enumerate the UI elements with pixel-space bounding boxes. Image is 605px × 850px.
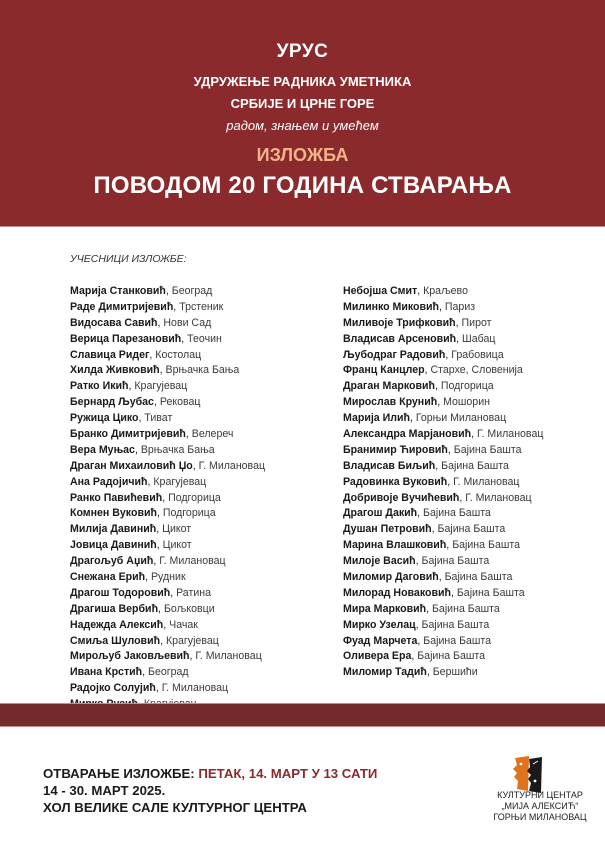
participant-name: Миломир Тадић	[343, 666, 427, 679]
separator: ,	[160, 634, 166, 647]
participant-city: Цикот	[162, 539, 192, 552]
participant-city: Цикот	[162, 523, 192, 536]
participant-row	[343, 379, 543, 395]
participant-name: Добривоје Вучићевић	[343, 491, 460, 504]
participant-city: Стархе, Словенија	[430, 364, 523, 377]
participant-name: Марина Влашковић	[343, 539, 447, 552]
participant-row	[343, 300, 543, 316]
participant-row	[343, 554, 543, 570]
participant-name: Милоје Васић	[343, 555, 416, 568]
separator: ,	[128, 380, 135, 393]
separator: ,	[450, 586, 457, 599]
separator: ,	[439, 300, 445, 313]
participant-row	[70, 459, 265, 475]
participant-city: Пирот	[461, 316, 492, 329]
participant-city: Подгорица	[168, 491, 221, 504]
participant-row	[70, 348, 265, 364]
participant-row	[70, 379, 265, 395]
participant-row	[343, 443, 543, 459]
participant-city: Рековац	[159, 396, 201, 409]
separator: ,	[185, 428, 192, 441]
participant-name: Ратко Икић	[70, 380, 129, 393]
participant-city: Горњи Милановац	[415, 412, 507, 425]
participant-name: Бернард Љубас	[70, 396, 154, 409]
participant-row	[70, 618, 265, 634]
participant-city: Бајина Башта	[423, 507, 491, 520]
participant-row	[343, 332, 543, 348]
separator: ,	[189, 650, 196, 663]
participant-name: Душан Петровић	[343, 523, 432, 536]
logo-line-2: „МИЈА АЛЕКСИЋ“	[501, 801, 579, 811]
participant-name: Ранко Павићевић	[70, 491, 163, 504]
participant-row	[70, 284, 265, 300]
separator: ,	[437, 396, 444, 409]
bottom-divider-bar	[0, 703, 605, 727]
participant-row	[70, 522, 265, 538]
participant-row	[70, 649, 265, 665]
participant-name: Франц Канцлер	[343, 364, 425, 377]
participant-row	[70, 475, 265, 491]
participant-row	[343, 665, 543, 681]
separator: ,	[155, 682, 162, 695]
separator: ,	[162, 491, 169, 504]
participant-city: Крагујевац	[134, 380, 188, 393]
org-abbreviation: УРУС	[276, 41, 329, 62]
separator: ,	[173, 300, 180, 313]
separator: ,	[165, 285, 172, 297]
logo-line-1: КУЛТУРНИ ЦЕНТАР	[497, 790, 583, 800]
participant-name: Радовинка Вуковић	[343, 475, 448, 488]
org-name-line-2: СРБИЈЕ И ЦРНЕ ГОРЕ	[230, 96, 375, 111]
participant-city: Г. Милановац	[195, 650, 262, 663]
separator: ,	[138, 412, 145, 425]
participant-name: Драгош Тодоровић	[70, 586, 171, 599]
participant-city: Краљево	[423, 285, 468, 297]
participant-row	[70, 363, 265, 379]
opening-label: ОТВАРАЊЕ ИЗЛОЖБЕ:	[43, 766, 199, 781]
participant-name: Бранко Димитријевић	[70, 428, 186, 441]
participant-row	[70, 538, 265, 554]
participant-city: Г. Милановац	[198, 459, 266, 472]
participant-city: Бајина Башта	[456, 586, 525, 599]
participant-city: Бајина Башта	[417, 650, 486, 663]
participant-name: Мира Марковић	[343, 602, 427, 615]
participant-city: Врњачка Бања	[140, 443, 215, 456]
participant-city: Бајина Башта	[431, 602, 500, 615]
participant-name: Миломир Даговић	[343, 571, 439, 584]
participant-row	[70, 443, 265, 459]
participant-row	[343, 459, 543, 475]
org-name-line-1: УДРУЖЕЊЕ РАДНИКА УМЕТНИКА	[193, 74, 412, 89]
participant-row	[343, 411, 543, 427]
participant-name: Снежана Ерић	[70, 571, 146, 584]
participant-name: Мирољуб Јаковљевић	[70, 650, 190, 663]
separator: ,	[424, 364, 431, 377]
participant-name: Вера Муњас	[70, 443, 135, 456]
participant-row	[343, 570, 543, 586]
separator: ,	[446, 539, 453, 552]
participant-name: Драгош Дакић	[343, 507, 418, 520]
exhibition-dates: 14 - 30. МАРТ 2025.	[43, 783, 166, 798]
participant-name: Славица Ридег	[70, 348, 150, 361]
participant-city: Г. Милановац	[453, 475, 520, 488]
separator: ,	[417, 634, 424, 647]
participant-row	[343, 602, 543, 618]
separator: ,	[426, 666, 433, 679]
separator: ,	[435, 459, 442, 472]
participant-name: Видосава Савић	[70, 316, 158, 329]
participant-name: Милинко Миковић	[343, 300, 440, 313]
participant-row	[343, 538, 543, 554]
participant-row	[70, 602, 265, 618]
participant-row	[70, 681, 265, 697]
participant-name: Надежда Алексић	[70, 618, 164, 631]
separator: ,	[411, 650, 418, 663]
participant-row	[70, 395, 265, 411]
participant-city: Велереч	[191, 428, 234, 441]
participant-row	[70, 411, 265, 427]
participant-name: Мирко Узелац	[343, 618, 416, 631]
participant-name: Верица Парезановић	[70, 332, 182, 345]
poster-header	[0, 0, 605, 227]
participant-row	[70, 491, 265, 507]
participant-row	[343, 634, 543, 650]
separator: ,	[409, 412, 416, 425]
separator: ,	[459, 491, 466, 504]
opening-line	[43, 765, 377, 782]
exhibition-venue: ХОЛ ВЕЛИКЕ САЛЕ КУЛТУРНОГ ЦЕНТРА	[43, 800, 307, 815]
participant-row	[343, 649, 543, 665]
participant-city: Бајина Башта	[452, 539, 520, 552]
participant-name: Фуад Марчета	[343, 634, 418, 647]
separator: ,	[435, 380, 441, 393]
participant-city: Бајина Башта	[421, 618, 490, 631]
participant-row	[70, 665, 265, 681]
exhibition-label: ИЗЛОЖБА	[256, 145, 349, 165]
participant-city: Подгорица	[440, 380, 494, 393]
participant-city: Београд	[171, 285, 213, 297]
participant-row	[70, 332, 265, 348]
separator: ,	[156, 507, 163, 520]
org-motto: радом, знањем и умећем	[226, 118, 379, 133]
participant-name: Драган Михаиловић Џо	[70, 459, 193, 472]
separator: ,	[417, 285, 424, 297]
separator: ,	[417, 507, 424, 520]
separator: ,	[438, 571, 445, 584]
participant-city: Бајина Башта	[437, 523, 506, 536]
participant-city: Ратина	[176, 586, 211, 599]
participant-city: Костолац	[155, 348, 202, 361]
opening-datetime: ПЕТАК, 14. МАРТ У 13 САТИ	[198, 766, 378, 781]
participants-column-right	[343, 284, 543, 681]
separator: ,	[157, 316, 164, 329]
participant-name: Ружица Цико	[70, 412, 139, 425]
separator: ,	[156, 539, 163, 552]
participant-row	[70, 586, 265, 602]
participant-city: Бајина Башта	[423, 634, 492, 647]
participant-city: Г. Милановац	[477, 428, 544, 441]
participant-city: Београд	[148, 666, 189, 679]
separator: ,	[426, 602, 432, 615]
separator: ,	[153, 555, 160, 568]
participant-name: Раде Димитријевић	[70, 300, 174, 313]
separator: ,	[447, 443, 454, 456]
cultural-center-name	[490, 790, 590, 823]
participant-city: Грабовица	[451, 348, 504, 361]
exhibition-title: ПОВОДОМ 20 ГОДИНА СТВАРАЊА	[93, 172, 512, 199]
participant-row	[343, 586, 543, 602]
participant-name: Милорад Новаковић	[343, 586, 451, 599]
event-info	[43, 765, 377, 816]
participant-row	[343, 348, 543, 364]
participant-name: Милија Давинић	[70, 523, 157, 536]
participant-row	[343, 427, 543, 443]
separator: ,	[159, 364, 166, 377]
participant-name: Ивана Крстић	[70, 666, 143, 679]
participant-city: Бајина Башта	[441, 459, 509, 472]
separator: ,	[445, 348, 452, 361]
participant-city: Теочин	[187, 332, 222, 345]
participant-name: Владисав Биљић	[343, 459, 436, 472]
participant-name: Александра Марјановић	[343, 428, 472, 441]
separator: ,	[149, 348, 156, 361]
participant-row	[343, 284, 543, 300]
separator: ,	[431, 523, 438, 536]
separator: ,	[471, 428, 478, 441]
participant-city: Г. Милановац	[161, 682, 229, 695]
participant-name: Драган Марковић	[343, 380, 436, 393]
participant-city: Чачак	[169, 618, 198, 631]
separator: ,	[156, 523, 163, 536]
participant-city: Трстеник	[179, 300, 224, 313]
participant-name: Ана Радојичић	[70, 475, 148, 488]
participants-column-left	[70, 284, 265, 713]
separator: ,	[158, 602, 164, 615]
participant-name: Драгиша Вербић	[70, 602, 159, 615]
participant-city: Подгорица	[162, 507, 216, 520]
participant-row	[343, 522, 543, 538]
participant-name: Оливера Ера	[343, 650, 412, 663]
participant-city: Крагујевац	[153, 475, 207, 488]
participant-city: Г. Милановац	[465, 491, 532, 504]
participant-row	[70, 300, 265, 316]
separator: ,	[415, 618, 422, 631]
separator: ,	[145, 571, 151, 584]
separator: ,	[181, 332, 188, 345]
participant-name: Мирослав Крунић	[343, 396, 438, 409]
participant-city: Крагујевац	[165, 634, 219, 647]
separator: ,	[456, 332, 463, 345]
participant-name: Небојша Смит	[343, 285, 418, 297]
participant-city: Бајина Башта	[453, 443, 522, 456]
participant-row	[70, 427, 265, 443]
participant-name: Драгољуб Аџић	[70, 555, 154, 568]
participant-row	[343, 475, 543, 491]
participant-row	[343, 316, 543, 332]
participant-name: Радојко Солујић	[70, 682, 156, 695]
participant-name: Комнен Вуковић	[70, 507, 157, 520]
separator: ,	[415, 555, 422, 568]
participant-row	[343, 363, 543, 379]
participant-row	[343, 506, 543, 522]
separator: ,	[447, 475, 454, 488]
separator: ,	[163, 618, 170, 631]
participant-name: Љубодраг Радовић	[343, 348, 446, 361]
participant-city: Рудник	[150, 571, 186, 584]
participant-row	[70, 554, 265, 570]
participant-row	[343, 395, 543, 411]
participant-city: Бајина Башта	[444, 571, 513, 584]
participant-city: Нови Сад	[163, 316, 212, 329]
participant-city: Г. Милановац	[159, 555, 226, 568]
participant-name: Бранимир Ћировић	[343, 443, 448, 456]
participant-name: Владисав Арсеновић	[343, 332, 457, 345]
separator: ,	[147, 475, 154, 488]
participant-name: Јовица Давинић	[70, 539, 157, 552]
participant-city: Бољковци	[163, 602, 215, 615]
participant-city: Врњачка Бања	[165, 364, 240, 377]
separator: ,	[153, 396, 160, 409]
participants-label: УЧЕСНИЦИ ИЗЛОЖБЕ:	[70, 253, 187, 265]
participant-row	[70, 316, 265, 332]
participant-city: Бајина Башта	[421, 555, 490, 568]
participant-row	[70, 506, 265, 522]
participant-city: Шабац	[462, 332, 496, 345]
participant-city: Париз	[444, 300, 476, 313]
participant-city: Бершићи	[432, 666, 478, 679]
participant-row	[70, 634, 265, 650]
participant-name: Марија Илић	[343, 412, 410, 425]
participant-name: Марија Станковић	[70, 285, 166, 297]
participant-row	[343, 618, 543, 634]
participant-row	[343, 491, 543, 507]
logo-line-3: ГОРЊИ МИЛАНОВАЦ	[493, 812, 587, 822]
theatre-masks-logo-icon	[505, 755, 550, 795]
participant-name: Миливоје Трифковић	[343, 316, 456, 329]
separator: ,	[170, 586, 177, 599]
separator: ,	[142, 666, 149, 679]
participant-row	[70, 570, 265, 586]
participant-city: Мошорин	[443, 396, 490, 409]
separator: ,	[455, 316, 462, 329]
participant-name: Хилда Живковић	[70, 364, 160, 377]
separator: ,	[134, 443, 141, 456]
participant-city: Тиват	[144, 412, 173, 425]
participant-name: Смиља Шуловић	[70, 634, 161, 647]
separator: ,	[192, 459, 199, 472]
